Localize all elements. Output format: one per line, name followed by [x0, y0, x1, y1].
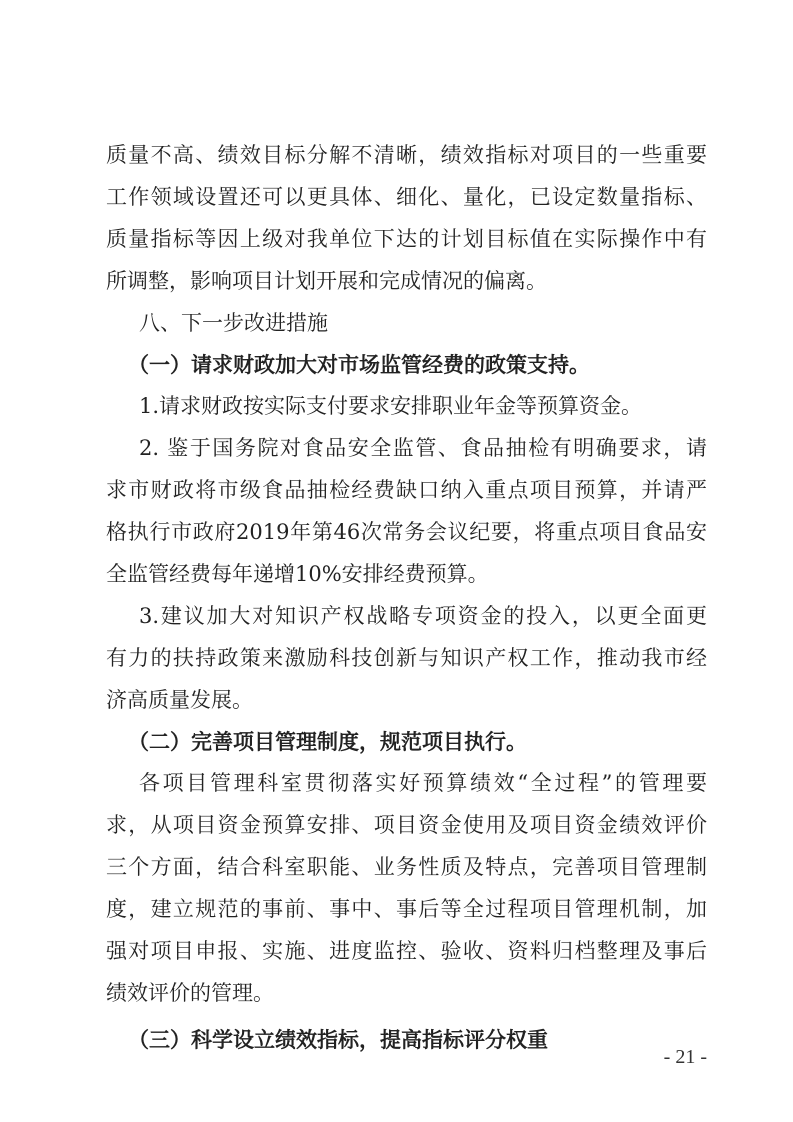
- subsection-heading: （二）完善项目管理制度，规范项目执行。: [128, 729, 527, 755]
- paragraph-line: 1.请求财政按实际支付要求安排职业年金等预算资金。: [139, 394, 643, 419]
- section-heading: 八、下一步改进措施: [139, 310, 328, 335]
- paragraph-line: 质量指标等因上级对我单位下达的计划目标值在实际操作中有: [106, 226, 707, 251]
- paragraph-line: 各项目管理科室贯彻落实好预算绩效“全过程”的管理要: [139, 771, 707, 796]
- paragraph-line: 济高质量发展。: [106, 687, 253, 712]
- paragraph-line: 格执行市政府2019年第46次常务会议纪要，将重点项目食品安: [106, 520, 707, 545]
- paragraph-line: 3.建议加大对知识产权战略专项资金的投入，以更全面更: [139, 603, 707, 628]
- paragraph-line: 三个方面，结合科室职能、业务性质及特点，完善项目管理制: [106, 855, 707, 880]
- paragraph-line: 求，从项目资金预算安排、项目资金使用及项目资金绩效评价: [106, 813, 707, 838]
- paragraph-line: 所调整，影响项目计划开展和完成情况的偏离。: [106, 268, 547, 293]
- page-number: - 21 -: [663, 1046, 707, 1068]
- subsection-heading: （三）科学设立绩效指标，提高指标评分权重: [128, 1026, 548, 1052]
- subsection-heading: （一）请求财政加大对市场监管经费的政策支持。: [128, 352, 590, 378]
- paragraph-line: 求市财政将市级食品抽检经费缺口纳入重点项目预算，并请严: [106, 478, 707, 503]
- paragraph-line: 有力的扶持政策来激励科技创新与知识产权工作，推动我市经: [106, 645, 707, 670]
- paragraph-line: 工作领域设置还可以更具体、细化、量化，已设定数量指标、: [106, 184, 707, 209]
- paragraph-line: 全监管经费每年递增10%安排经费预算。: [106, 561, 489, 586]
- document-body: [106, 135, 707, 1061]
- paragraph-line: 2. 鉴于国务院对食品安全监管、食品抽检有明确要求，请: [139, 436, 707, 461]
- paragraph-line: 质量不高、绩效目标分解不清晰，绩效指标对项目的一些重要: [106, 143, 707, 167]
- paragraph-line: 强对项目申报、实施、进度监控、验收、资料归档整理及事后: [106, 938, 707, 963]
- paragraph-line: 度，建立规范的事前、事中、事后等全过程项目管理机制，加: [106, 897, 707, 922]
- paragraph-line: 绩效评价的管理。: [106, 980, 274, 1005]
